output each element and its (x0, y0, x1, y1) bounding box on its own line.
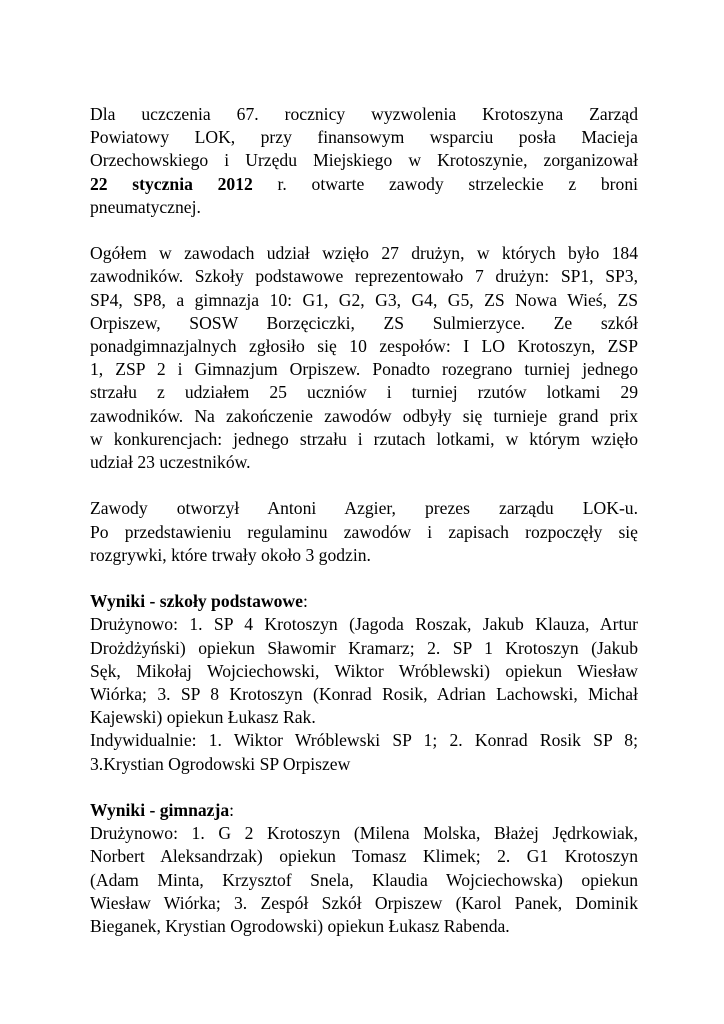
stats-line: strzału z udziałem 25 uczniów i turniej rzutów lotkami 29 (90, 382, 638, 403)
stats-line: SP4, SP8, a gimnazja 10: G1, G2, G3, G4, G5, ZS Nowa Wieś, ZS (90, 289, 638, 310)
stats-paragraph (90, 242, 638, 474)
gymnasium-results-heading (90, 799, 638, 822)
primary-results-section (90, 590, 638, 776)
intro-line (90, 173, 638, 196)
primary-individual-line: 3.Krystian Ogrodowski SP Orpiszew (90, 753, 351, 774)
heading-colon: : (229, 800, 235, 821)
stats-line: w konkurencjach: jednego strzału i rzutach lotkami, w którym wzięło (90, 428, 638, 449)
primary-results-line: Wiórka; 3. SP 8 Krotoszyn (Konrad Rosik, Adrian Lachowski, Michał (90, 684, 638, 705)
gymnasium-results-section (90, 799, 638, 938)
intro-line: Dla uczczenia 67. rocznicy wyzwolenia Krotoszyna Zarząd (90, 104, 638, 124)
gymnasium-results-line: Wiesław Wiórka; 3. Zespół Szkół Orpiszew (Karol Panek, Dominik (90, 892, 638, 913)
opening-line: Zawody otworzył Antoni Azgier, prezes zarządu LOK-u. (90, 498, 638, 519)
stats-line: 1, ZSP 2 i Gimnazjum Orpiszew. Ponadto rozegrano turniej jednego (90, 359, 638, 380)
gymnasium-heading-text: Wyniki - gimnazja (90, 800, 230, 821)
intro-paragraph (90, 103, 638, 219)
intro-line: Orzechowskiego i Urzędu Miejskiego w Krotoszynie, zorganizował (90, 150, 638, 171)
primary-heading-text: Wyniki - szkoły podstawowe (90, 591, 303, 612)
stats-line: zawodników. Na zakończenie zawodów odbyły się turnieje grand prix (90, 405, 638, 426)
intro-line: Powiatowy LOK, przy finansowym wsparciu posła Macieja (90, 127, 638, 148)
event-date: 22 stycznia 2012 (90, 173, 253, 194)
primary-results-line: Drożdżyński) opiekun Sławomir Kramarz; 2. SP 1 Krotoszyn (Jakub (90, 637, 638, 658)
stats-line: Orpiszew, SOSW Borzęciczki, ZS Sulmierzyce. Ze szkół (90, 312, 638, 333)
gymnasium-results-line: (Adam Minta, Krzysztof Snela, Klaudia Wojciechowska) opiekun (90, 869, 638, 890)
stats-line: ponadgimnazjalnych zgłosiło się 10 zespołów: I LO Krotoszyn, ZSP (90, 336, 638, 357)
stats-line: zawodników. Szkoły podstawowe reprezentowało 7 drużyn: SP1, SP3, (90, 266, 638, 287)
primary-individual-line: Indywidualnie: 1. Wiktor Wróblewski SP 1; 2. Konrad Rosik SP 8; (90, 730, 638, 751)
primary-results-heading (90, 590, 638, 613)
opening-line: Po przedstawieniu regulaminu zawodów i zapisach rozpoczęły się (90, 521, 638, 542)
stats-line: udział 23 uczestników. (90, 452, 251, 473)
gymnasium-results-line: Norbert Aleksandrzak) opiekun Tomasz Klimek; 2. G1 Krotoszyn (90, 846, 638, 867)
primary-results-line: Sęk, Mikołaj Wojciechowski, Wiktor Wróblewski) opiekun Wiesław (90, 660, 638, 681)
intro-line: pneumatycznej. (90, 196, 201, 217)
gymnasium-results-line: Drużynowo: 1. G 2 Krotoszyn (Milena Molska, Błażej Jędrkowiak, (90, 823, 638, 844)
document-page (90, 103, 638, 938)
heading-colon: : (302, 591, 308, 612)
opening-paragraph (90, 497, 638, 567)
opening-line: rozgrywki, które trwały około 3 godzin. (90, 544, 371, 565)
stats-line: Ogółem w zawodach udział wzięło 27 drużyn, w których było 184 (90, 243, 638, 264)
intro-line-rest: r. otwarte zawody strzeleckie z broni (252, 173, 639, 194)
gymnasium-results-line: Bieganek, Krystian Ogrodowski) opiekun Łukasz Rabenda. (90, 916, 510, 937)
primary-results-line: Drużynowo: 1. SP 4 Krotoszyn (Jagoda Roszak, Jakub Klauza, Artur (90, 614, 638, 635)
primary-results-line: Kajewski) opiekun Łukasz Rak. (90, 707, 316, 728)
